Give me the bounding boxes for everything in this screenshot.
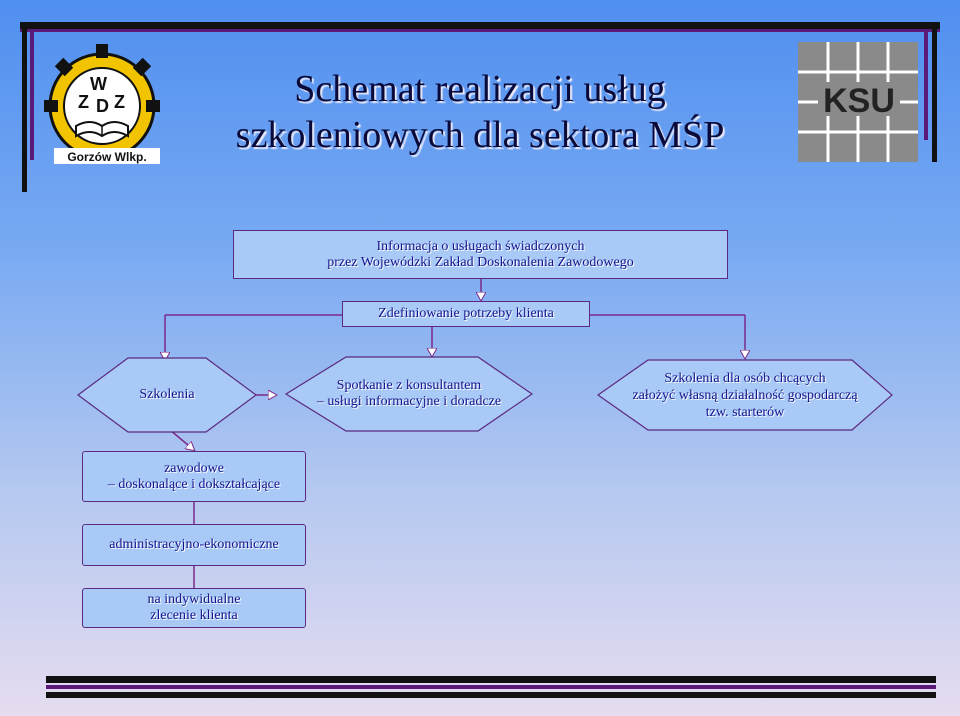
indywidualne-box bbox=[82, 588, 306, 628]
needs-box bbox=[342, 301, 590, 327]
admin-box bbox=[82, 524, 306, 566]
spotkanie-line-2: – usługi informacyjne i doradcze bbox=[316, 394, 502, 409]
logo-letter-w: W bbox=[90, 74, 107, 94]
logo-letter-z2: Z bbox=[114, 92, 125, 112]
starter-label-wrap bbox=[598, 360, 892, 430]
logo-letter-z1: Z bbox=[78, 92, 89, 112]
logo-letter-d: D bbox=[96, 96, 109, 116]
zawodowe-line-1: zawodowe bbox=[164, 460, 224, 476]
ksu-logo-text: KSU bbox=[823, 82, 895, 120]
indywidualne-line-1: na indywidualne bbox=[147, 592, 241, 607]
spotkanie-label-wrap bbox=[286, 357, 532, 431]
szkolenia-label: Szkolenia bbox=[139, 387, 195, 402]
info-box bbox=[233, 230, 728, 279]
zawodowe-box bbox=[82, 451, 306, 502]
needs-label: Zdefiniowanie potrzeby klienta bbox=[378, 306, 554, 321]
starter-line-2: założyć własną działalność gospodarczą bbox=[632, 387, 858, 403]
info-line-1: Informacja o usługach świadczonych bbox=[376, 238, 585, 254]
spotkanie-line-1: Spotkanie z konsultantem bbox=[336, 378, 482, 393]
title-line-2: szkoleniowych dla sektora MŚP bbox=[235, 114, 725, 156]
connector-szkolenia-to-zawodowe bbox=[170, 430, 194, 450]
logo-caption: Gorzów Wlkp. bbox=[67, 150, 147, 164]
info-line-2: przez Wojewódzki Zakład Doskonalenia Zawodowego bbox=[327, 254, 634, 270]
admin-label: administracyjno-ekonomiczne bbox=[109, 537, 279, 552]
starter-line-3: tzw. starterów bbox=[705, 404, 785, 420]
title-line-1: Schemat realizacji usług bbox=[294, 68, 666, 110]
zawodowe-line-2: – doskonalące i dokształcające bbox=[107, 476, 281, 492]
szkolenia-label-wrap bbox=[78, 358, 256, 432]
starter-line-1: Szkolenia dla osób chcących bbox=[664, 370, 826, 386]
indywidualne-line-2: zlecenie klienta bbox=[150, 608, 238, 623]
